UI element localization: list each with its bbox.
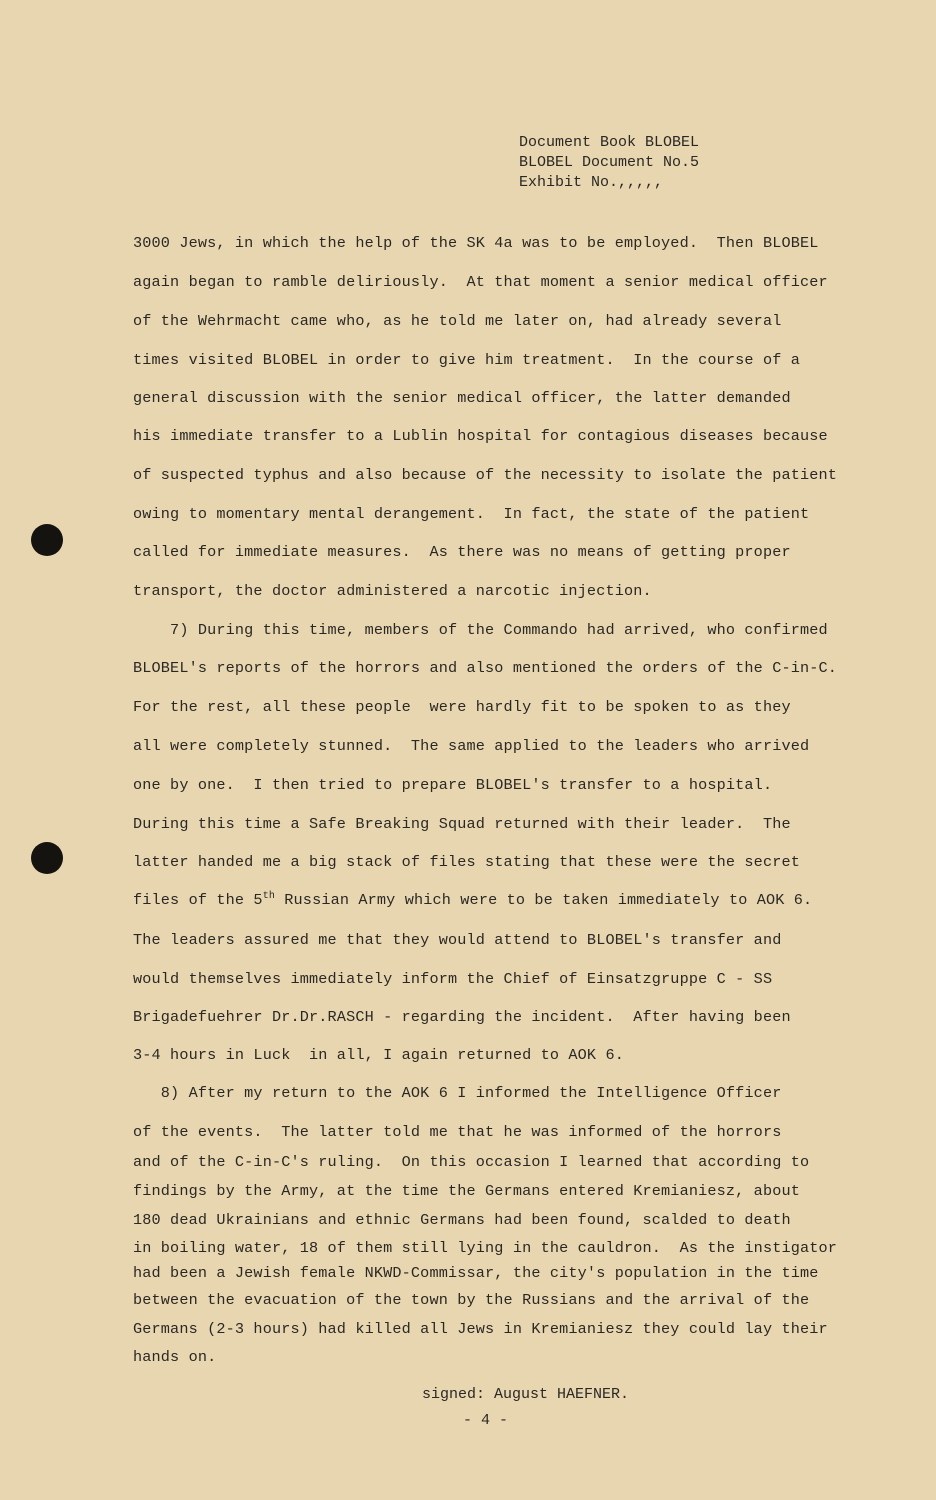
body-line: would themselves immediately inform the Chief of Einsatzgruppe C - SS [133,970,773,988]
body-line: The leaders assured me that they would attend to BLOBEL's transfer and [133,931,782,949]
body-line-part: files of the 5 [133,891,263,910]
body-line: between the evacuation of the town by the Russians and the arrival of the [133,1291,810,1309]
body-line: Brigadefuehrer Dr.Dr.RASCH - regarding the incident. After having been [133,1008,791,1026]
body-line: of suspected typhus and also because of the necessity to isolate the patient [133,466,838,484]
body-line: all were completely stunned. The same applied to the leaders who arrived [133,737,810,755]
body-line: findings by the Army, at the time the Germans entered Kremianiesz, about [133,1182,801,1200]
body-line: of the events. The latter told me that he was informed of the horrors [133,1123,782,1141]
body-line: his immediate transfer to a Lublin hospital for contagious diseases because [133,427,828,445]
body-line: general discussion with the senior medical officer, the latter demanded [133,389,791,407]
body-line: of the Wehrmacht came who, as he told me later on, had already several [133,312,782,330]
body-line: and of the C-in-C's ruling. On this occasion I learned that according to [133,1153,810,1171]
body-line: in boiling water, 18 of them still lying in the cauldron. As the instigator [133,1239,838,1257]
body-line: transport, the doctor administered a narcotic injection. [133,582,652,600]
body-line: owing to momentary mental derangement. In fact, the state of the patient [133,505,810,523]
body-line: called for immediate measures. As there was no means of getting proper [133,543,791,561]
body-line: BLOBEL's reports of the horrors and also mentioned the orders of the C-in-C. [133,659,838,677]
document-header [519,133,699,193]
punch-hole-top [31,524,63,556]
body-line: hands on. [133,1348,217,1366]
signature-line: signed: August HAEFNER. [422,1386,630,1403]
body-line: 7) During this time, members of the Commando had arrived, who confirmed [133,621,828,639]
body-line: 3000 Jews, in which the help of the SK 4a was to be employed. Then BLOBEL [133,234,819,252]
body-line: again began to ramble deliriously. At that moment a senior medical officer [133,273,828,291]
body-line: 180 dead Ukrainians and ethnic Germans had been found, scalded to death [133,1211,791,1229]
body-line: Germans (2-3 hours) had killed all Jews in Kremianiesz they could lay their [133,1320,828,1338]
header-exhibit-number: Exhibit No.,,,,, [519,174,664,191]
body-line: During this time a Safe Breaking Squad returned with their leader. The [133,815,791,833]
superscript-th: th [262,891,276,902]
body-line: For the rest, all these people were hardly fit to be spoken to as they [133,698,791,716]
body-line-part: Russian Army which were to be taken immediately to AOK 6. [275,891,813,910]
body-line: times visited BLOBEL in order to give him treatment. In the course of a [133,351,801,369]
header-document-book: Document Book BLOBEL [519,134,700,151]
body-line: 8) After my return to the AOK 6 I informed the Intelligence Officer [133,1084,782,1102]
body-line [133,891,812,909]
punch-hole-bottom [31,842,63,874]
page-number: - 4 - [463,1412,509,1429]
header-document-number: BLOBEL Document No.5 [519,154,700,171]
body-line: had been a Jewish female NKWD-Commissar, the city's population in the time [133,1264,819,1282]
body-line: 3-4 hours in Luck in all, I again returned to AOK 6. [133,1046,624,1064]
body-line: latter handed me a big stack of files stating that these were the secret [133,853,801,871]
body-line: one by one. I then tried to prepare BLOBEL's transfer to a hospital. [133,776,773,794]
